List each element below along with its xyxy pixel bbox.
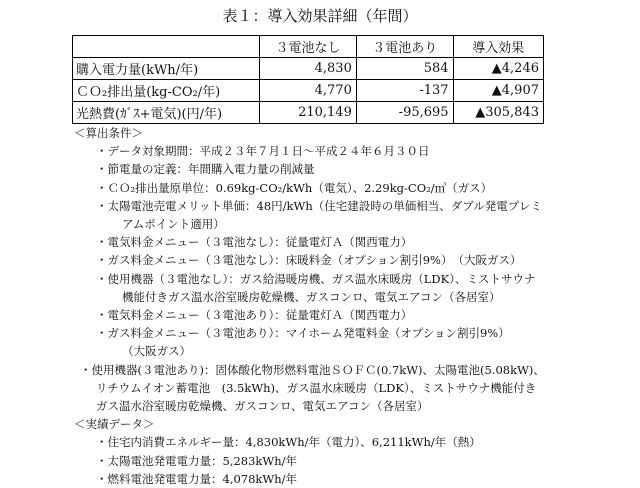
row-label: 光熱費(ｶﾞｽ+電気)(円/年) (73, 102, 260, 124)
row-label: ＣＯ₂排出量(kg-CO₂/年) (73, 80, 260, 102)
table-row (73, 102, 544, 124)
list-item: ・燃料電池発電電力量：4,078kWh/年 (96, 471, 297, 486)
calc-conditions-heading: ＜算出条件＞ (74, 126, 143, 140)
list-item: ・ガス料金メニュー（３電池なし）：床暖料金（オプション割引9%） （大阪ガス） (96, 253, 522, 268)
table-row (73, 58, 544, 80)
cell-no-battery: 4,770 (260, 80, 357, 102)
list-item: ・節電量の定義：年間購入電力量の削減量 (96, 162, 315, 177)
list-item: ・電気料金メニュー（３電池あり）：従量電灯Ａ（関西電力） (96, 308, 413, 323)
list-item: ・使用機器（３電池なし）：ガス給湯暖房機、ガス温水床暖房（LDK）、ミストサウナ (96, 271, 536, 286)
cell-effect: ▲4,246 (453, 58, 543, 80)
cell-no-battery: 4,830 (260, 58, 357, 80)
list-item: ・ＣＯ₂排出量原単位：0.69kg-CO₂/kWh（電気）、2.29kg-CO₂/㎥（ガス） (96, 180, 493, 195)
table-header-row (73, 36, 544, 58)
header-effect: 導入効果 (453, 36, 543, 58)
cell-with-battery: 584 (356, 58, 453, 80)
list-item: ・ガス料金メニュー（３電池あり）：マイホーム発電料金（オプション割引9%） (96, 326, 510, 341)
list-item-continuation: リチウムイオン蓄電池 (3.5kWh)、ガス温水床暖房（LDK）、ミストサウナ機能付き (96, 380, 537, 395)
list-item: ・使用機器(３電池あり)：固体酸化物形燃料電池ＳＯＦＣ(0.7kW)、太陽電池(5.08kW)、 (80, 362, 545, 377)
cell-with-battery: -95,695 (356, 102, 453, 124)
results-table (72, 35, 544, 124)
list-item-continuation: （大阪ガス） (122, 344, 191, 359)
list-item: ・太陽電池売電メリット単価：48円/kWh（住宅建設時の単価相当、ダブル発電プレミ (96, 198, 542, 213)
header-empty (73, 36, 260, 58)
cell-no-battery: 210,149 (260, 102, 357, 124)
list-item-continuation: 機能付きガス温水浴室暖房乾燥機、ガスコンロ、電気エアコン（各居室） (122, 289, 501, 304)
table-title: 表１：導入効果詳細（年間） (222, 7, 418, 25)
notes-section (70, 124, 635, 488)
cell-effect: ▲305,843 (453, 102, 543, 124)
list-item: ・太陽電池発電電力量：5,283kWh/年 (96, 453, 297, 468)
header-no-battery: ３電池なし (260, 36, 357, 58)
list-item: ・住宅内消費エネルギー量：4,830kWh/年（電力）、6,211kWh/年（熱） (96, 435, 481, 450)
list-item-continuation: アムポイント適用） (122, 217, 225, 232)
cell-with-battery: -137 (356, 80, 453, 102)
table-row (73, 80, 544, 102)
header-with-battery: ３電池あり (356, 36, 453, 58)
list-item-continuation: ガス温水浴室暖房乾燥機、ガスコンロ、電気エアコン（各居室） (96, 399, 429, 414)
cell-effect: ▲4,907 (453, 80, 543, 102)
row-label: 購入電力量(kWh/年) (73, 58, 260, 80)
list-item: ・電気料金メニュー（３電池なし）：従量電灯Ａ（関西電力） (96, 235, 413, 250)
results-data-heading: ＜実績データ＞ (74, 417, 155, 432)
list-item: ・データ対象期間：平成２３年７月１日～平成２４年６月３０日 (96, 144, 430, 159)
